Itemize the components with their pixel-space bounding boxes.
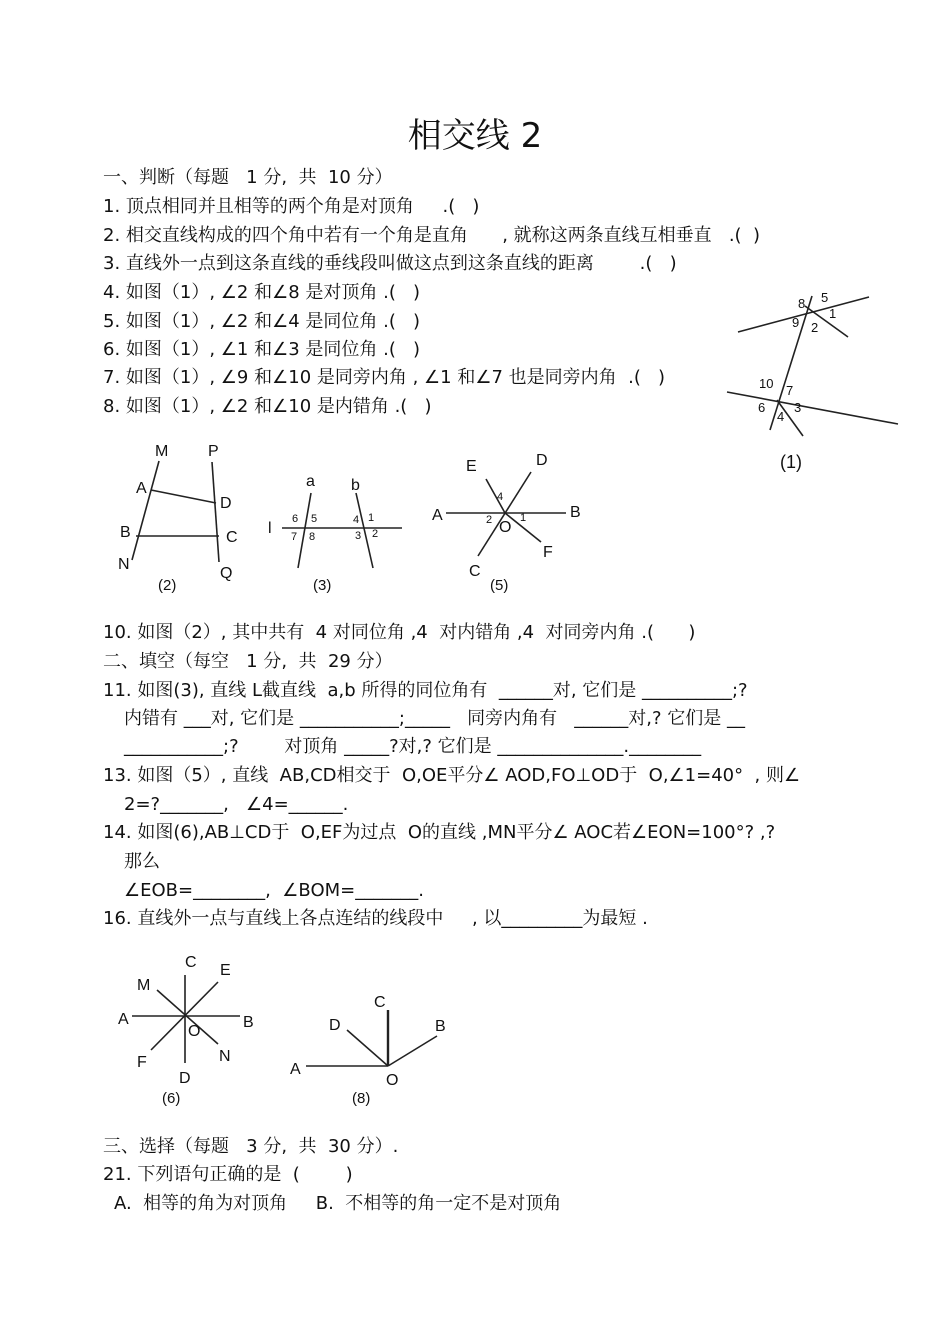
fig1-label-1: 1 [829, 306, 837, 321]
question-14-line-2: 那么 [124, 851, 160, 872]
figure-2 [118, 443, 238, 594]
question-8: 8. 如图（1）, ∠2 和∠10 是内错角 .( ) [103, 396, 432, 417]
fig3-angle-5: 5 [311, 513, 318, 525]
fig1-label-5: 5 [821, 290, 829, 305]
fig6-label-e: E [220, 962, 231, 979]
fig8-label-b: B [435, 1018, 446, 1035]
fig1-label-7: 7 [786, 383, 794, 398]
question-13-line-2: 2=?_______, ∠4=______. [124, 794, 349, 815]
fig8-label-a: A [290, 1061, 301, 1078]
fig3-angle-6: 6 [292, 513, 299, 525]
fig1-label-10: 10 [759, 376, 774, 391]
question-21: 21. 下列语句正确的是 ( ) [103, 1164, 353, 1185]
fig5-angle-2: 2 [486, 514, 493, 526]
figure-8 [290, 994, 446, 1107]
fig2-caption: (2) [158, 577, 177, 594]
fig1-label-2: 2 [811, 320, 819, 335]
fig6-label-f: F [137, 1054, 147, 1071]
fig1-label-9: 9 [792, 315, 800, 330]
fig8-ray-od [347, 1030, 388, 1066]
fig8-label-c: C [374, 994, 386, 1011]
question-4: 4. 如图（1）, ∠2 和∠8 是对顶角 .( ) [103, 282, 421, 303]
section-heading-judge: 一、判断（每题 1 分, 共 10 分） [103, 167, 393, 188]
figure-1 [727, 290, 898, 472]
fig3-label-l: l [268, 520, 272, 537]
fig6-label-c: C [185, 954, 197, 971]
section-heading-choice: 三、选择（每题 3 分, 共 30 分）. [103, 1136, 399, 1157]
fig6-label-m: M [137, 977, 151, 994]
fig6-label-b: B [243, 1014, 254, 1031]
question-10: 10. 如图（2）, 其中共有 4 对同位角 ,4 对内错角 ,4 对同旁内角 .( ) [103, 622, 696, 643]
fig3-label-b: b [351, 477, 360, 494]
question-2: 2. 相交直线构成的四个角中若有一个角是直角 , 就称这两条直线互相垂直 .( ) [103, 225, 761, 246]
fig3-angle-1: 1 [368, 512, 375, 524]
figure-6 [118, 954, 254, 1107]
question-7: 7. 如图（1）, ∠9 和∠10 是同旁内角 , ∠1 和∠7 也是同旁内角 .( ) [103, 367, 666, 388]
fig6-caption: (6) [162, 1090, 181, 1107]
fig1-label-3: 3 [794, 400, 802, 415]
fig5-label-b: B [570, 504, 581, 521]
fig8-label-d: D [329, 1017, 341, 1034]
question-3: 3. 直线外一点到这条直线的垂线段叫做这点到这条直线的距离 .( ) [103, 253, 677, 274]
fig2-label-a: A [136, 480, 147, 497]
figure-3 [268, 473, 402, 594]
fig2-label-n: N [118, 556, 130, 573]
fig2-label-c: C [226, 529, 238, 546]
fig6-label-d: D [179, 1070, 191, 1087]
fig2-label-p: P [208, 443, 219, 460]
fig1-line-bottom [727, 392, 898, 424]
question-16: 16. 直线外一点与直线上各点连结的线段中 , 以_________为最短 . [103, 908, 648, 929]
question-11: 11. 如图(3), 直线 L截直线 a,b 所得的同位角有 ______对, 它们是 __________;? [103, 680, 748, 701]
fig8-caption: (8) [352, 1090, 371, 1107]
fig5-angle-1: 1 [520, 512, 527, 524]
fig3-caption: (3) [313, 577, 332, 594]
fig5-caption: (5) [490, 577, 509, 594]
fig6-label-o: O [188, 1023, 201, 1040]
fig8-label-o: O [386, 1072, 399, 1089]
fig2-segment-ad [151, 490, 216, 503]
fig5-label-e: E [466, 458, 477, 475]
fig6-label-a: A [118, 1011, 129, 1028]
fig1-label-6: 6 [758, 400, 766, 415]
fig2-label-m: M [155, 443, 169, 460]
question-11-line-2: 内错有 ___对, 它们是 ___________;_____ 同旁内角有 ______对,? 它们是 __ [124, 708, 745, 729]
question-11-line-3: ___________;? 对顶角 _____?对,? 它们是 ______________.________ [124, 736, 702, 757]
fig1-caption: (1) [780, 452, 802, 472]
fig3-angle-3: 3 [355, 530, 362, 542]
figure-5 [432, 452, 581, 594]
fig3-angle-8: 8 [309, 531, 316, 543]
fig6-label-n: N [219, 1048, 231, 1065]
question-6: 6. 如图（1）, ∠1 和∠3 是同位角 .( ) [103, 339, 421, 360]
fig5-label-f: F [543, 544, 553, 561]
fig8-ray-ob [388, 1036, 437, 1066]
fig3-label-a: a [306, 473, 315, 490]
fig5-label-a: A [432, 507, 443, 524]
fig1-label-4: 4 [777, 409, 785, 424]
fig3-angle-2: 2 [372, 528, 379, 540]
fig2-label-b: B [120, 524, 131, 541]
section-heading-fill: 二、填空（每空 1 分, 共 29 分） [103, 651, 393, 672]
fig3-angle-7: 7 [291, 531, 298, 543]
fig1-label-8: 8 [798, 296, 806, 311]
question-1: 1. 顶点相同并且相等的两个角是对顶角 .( ) [103, 196, 480, 217]
question-14: 14. 如图(6),AB⊥CD于 O,EF为过点 O的直线 ,MN平分∠ AOC若∠EON=100°? ,? [103, 822, 776, 843]
fig5-label-d: D [536, 452, 548, 469]
question-13: 13. 如图（5）, 直线 AB,CD相交于 O,OE平分∠ AOD,FO⊥OD于 O,∠1=40° , 则∠ [103, 765, 801, 786]
fig2-label-q: Q [220, 565, 233, 582]
fig5-label-c: C [469, 563, 481, 580]
fig5-angle-4: 4 [497, 491, 504, 503]
page-title: 相交线 2 [407, 116, 543, 156]
fig3-angle-4: 4 [353, 514, 360, 526]
question-14-line-3: ∠EOB=________, ∠BOM=_______. [124, 880, 424, 901]
fig2-line-pq [212, 462, 219, 562]
fig2-label-d: D [220, 495, 232, 512]
question-21-options: A. 相等的角为对顶角 B. 不相等的角一定不是对顶角 [114, 1193, 562, 1214]
question-5: 5. 如图（1）, ∠2 和∠4 是同位角 .( ) [103, 311, 421, 332]
fig5-label-o: O [499, 519, 512, 536]
fig2-line-mn [132, 461, 159, 560]
